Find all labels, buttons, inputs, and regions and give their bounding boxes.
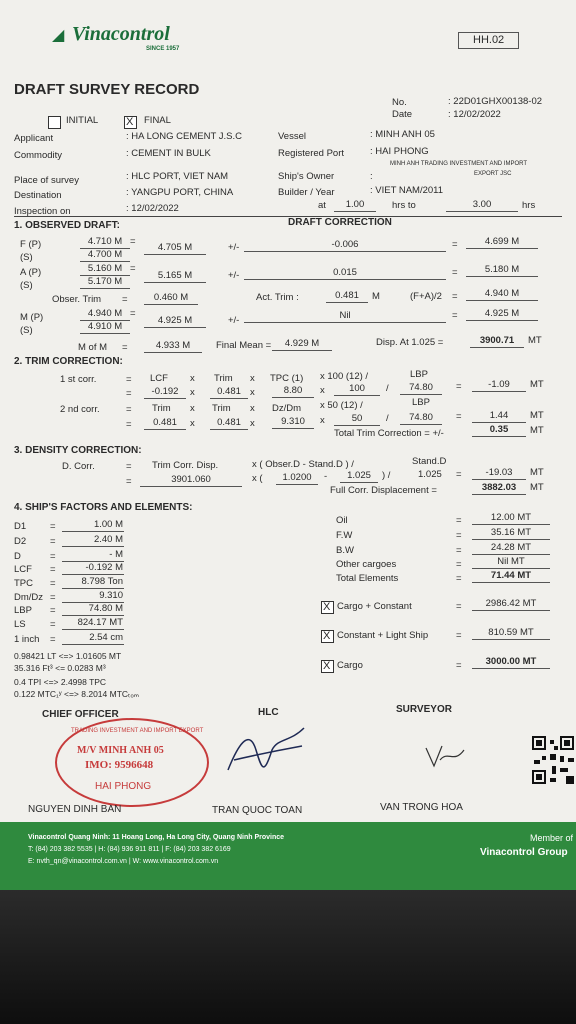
stamp-port: HAI PHONG xyxy=(95,781,152,792)
inspection-label: Inspection on xyxy=(14,206,71,217)
at-label: at xyxy=(318,200,326,211)
commodity-value: : CEMENT IN BULK xyxy=(126,148,211,159)
trim-value-3: 0.481 xyxy=(210,418,248,430)
destination-label: Destination xyxy=(14,190,62,201)
cargo-value: 3000.00 MT xyxy=(472,657,550,669)
full-corr-value: 3882.03 xyxy=(472,483,526,495)
qr-module xyxy=(536,740,542,746)
act-trim: 0.481 xyxy=(326,291,368,303)
conversion-1: 0.98421 LT <=> 1.01605 MT xyxy=(14,651,122,661)
trim-value-2: 0.481 xyxy=(144,418,186,430)
chief-officer-label: CHIEF OFFICER xyxy=(42,709,119,720)
ms-value: 4.910 M xyxy=(80,322,130,334)
qr-module xyxy=(568,758,574,762)
cargo-label: Cargo xyxy=(337,660,363,671)
commodity-label: Commodity xyxy=(14,150,63,161)
f-result: 4.699 M xyxy=(466,237,538,249)
qr-module xyxy=(554,746,558,750)
factor-key: D xyxy=(14,551,21,562)
bw-label: B.W xyxy=(336,545,354,556)
qr-module xyxy=(560,768,568,772)
logo-mark-icon: ◢ xyxy=(52,27,65,44)
no-label: No. xyxy=(392,97,407,108)
cargo-constant-value: 2986.42 MT xyxy=(472,599,550,611)
trim-heading: 2. TRIM CORRECTION: xyxy=(14,356,123,367)
date-label: Date xyxy=(392,109,413,120)
vessel-label: Vessel xyxy=(278,131,306,142)
builder-value: : VIET NAM/2011 xyxy=(370,185,444,196)
stamp-ship: M/V MINH ANH 05 xyxy=(77,745,164,756)
m-result: 4.925 M xyxy=(466,309,538,321)
conversion-3: 0.4 TPI <=> 2.4998 TPC xyxy=(14,677,107,687)
qr-module xyxy=(550,778,556,782)
footer-group: Vinacontrol Group xyxy=(480,847,568,858)
place-value: : HLC PORT, VIET NAM xyxy=(126,171,229,182)
std-density: 1.025 xyxy=(340,471,378,483)
oil-label: Oil xyxy=(336,515,348,526)
port-value: : HAI PHONG xyxy=(370,146,429,157)
footer-address: Vinacontrol Quang Ninh: 11 Hoang Long, Ha Long City, Quang Ninh Province xyxy=(28,834,285,841)
obs-trim: 0.460 M xyxy=(144,293,198,305)
observed-heading: 1. OBSERVED DRAFT: xyxy=(14,220,120,231)
final-mean-label: Final Mean = xyxy=(216,340,272,351)
survey-document: ◢ Vinacontrol SINCE 1957 HH.02 DRAFT SURVEY RECORD No. : 22D01GHX00138-02 Date : 12/02/2022 INITIAL X FINAL Applicant : HA LONG CEMENT J.S.C Vessel : MINH ANH 05 Commodity : CEMENT IN BULK Registered Port : HAI PHONG MINH ANH TRADING INVESTMENT AND IMPORT EXPORT JSC Place of survey : HLC PORT, VIET NAM Ship's Owner : Destination : YANGPU PORT, CHINA Builder / Year : VIET NAM/2011 Inspection on : 12/02/2022 at 1.00 hrs to 3.00 hrs 1. OBSERVED DRAFT: DRAFT CORRECTION F (P) (S) 4.710 M = 4.700 M 4.705 M +/- -0.006 = 4.699 M A (P) (S) 5.160 M = 5.170 M 5.165 M +/- 0.015 = 5.180 M Obser. Trim = 0.460 M Act. Trim : 0.481 M (F+A)/2 = 4.940 M M (P) (S) 4.940 M = 4.910 M 4.925 M +/- Nil = 4.925 M M of M = 4.933 M Final Mean = 4.929 M Disp. At 1.025 = 3900.71 MT 2. TRIM CORRECTION: 1 st corr. = LCF x Trim x TPC (1) x 100 (12) / LBP = -0.192 x 0.481 x 8.80 x 100 / 74.80 = -1.09 MT 2 nd corr. = Trim x Trim x Dz/Dm x 50 (12) / LBP = 0.481 x 0.481 x 9.310 x 50 / 74.80 = 1.44 MT Total Trim Correction = +/- 0.35 MT 3. DENSITY CORRECTION: D. Corr. = Trim Corr. Disp. x ( Obser.D - Stand.D ) / Stand.D = 3901.060 x ( 1.0200 - 1.025 ) / 1.025 = -19.03 MT Full Corr. Displacement = 3882.03 MT 4. SHIP'S FACTORS AND ELEMENTS: D1 = 1.00 M D2 = 2.40 M D = - M LCF = -0.192 M TPC = 8.798 Ton Dm/Dz = 9.310 LBP = 74.80 M LS = 824.17 MT 1 inch = 2.54 cm Oil = 12.00 MT F.W = 35.16 MT B.W = 24.28 MT Other cargoes = Nil MT Total Elements = 71.44 MT X Cargo + Constant = 2986.42 MT X Constant + Light Ship = 810.59 MT X Cargo = 3000.00 MT 0.98421 LT <=> 1.01605 MT 35.316 Ft³ <= 0.0283 M³ 0.4 TPI <=> 2.4998 TPC 0.122 MTC₁ʸ <=> 8.2014 MTCₜₒₘ CHIEF OFFICER HLC SURVEYOR TRADING INVESTMENT AND IMPORT EXPORT M/V MINH ANH 05 IMO: 9596648 HAI PHONG NGUYEN DINH BAN TRAN QUOC TOAN VAN TRONG HOA Vinacontrol Quang Ninh: 11 Hoang Long, Ha Long City, Quang Ninh Province T: (84) 203 382 5535 | H: (84) 936 911 811 | F: (84) 203 382 6169 E: nvth_qn@vinacontrol.com.vn | W: www.vinacontrol.com.vn Member of Vinacontrol Group xyxy=(0,0,576,890)
f-mean: 4.705 M xyxy=(144,243,206,255)
conversion-4: 0.122 MTC₁ʸ <=> 8.2014 MTCₜₒₘ xyxy=(14,689,140,699)
cargo-checkbox: X xyxy=(321,660,334,673)
a-mean: 5.165 M xyxy=(144,271,206,283)
initial-label: INITIAL xyxy=(66,115,99,126)
density-disp: 3901.060 xyxy=(140,475,242,487)
total-elements: 71.44 MT xyxy=(472,571,550,583)
tpc-value: 8.80 xyxy=(272,386,314,398)
final-label: FINAL xyxy=(144,115,171,126)
factor-value: 9.310 xyxy=(62,591,124,603)
footer-member: Member of xyxy=(530,833,574,843)
ap-value: 5.160 M xyxy=(80,264,130,276)
factor-key: Dm/Dz xyxy=(14,592,44,603)
factor-key: D2 xyxy=(14,536,27,547)
hrs-to-label: hrs to xyxy=(392,200,416,211)
no-value: : 22D01GHX00138-02 xyxy=(448,96,543,107)
fw-value: 35.16 MT xyxy=(472,528,550,540)
fs-label: (S) xyxy=(20,252,33,263)
owner-label: Ship's Owner xyxy=(278,171,335,182)
builder-label: Builder / Year xyxy=(278,187,335,198)
at-value: 1.00 xyxy=(334,200,376,212)
qr-module xyxy=(564,740,570,746)
trim-value: 0.481 xyxy=(210,387,248,399)
factor-key: LS xyxy=(14,619,26,630)
density-label: D. Corr. xyxy=(62,461,95,472)
first-corr-label: 1 st corr. xyxy=(60,374,97,385)
disp-label: Disp. At 1.025 = xyxy=(376,337,444,348)
factor-key: 1 inch xyxy=(14,634,40,645)
disp-value: 3900.71 xyxy=(470,336,524,348)
other-value: Nil MT xyxy=(472,557,550,569)
factor-value: 2.54 cm xyxy=(62,633,124,645)
second-corr-result: 1.44 xyxy=(472,411,526,423)
first-corr-result: -1.09 xyxy=(472,380,526,392)
fp-label: F (P) xyxy=(20,239,42,250)
hlc-label: HLC xyxy=(258,707,279,718)
m-mean: 4.925 M xyxy=(144,316,206,328)
qr-module xyxy=(560,756,564,762)
qr-module xyxy=(534,760,540,764)
density-result: -19.03 xyxy=(472,468,526,480)
f-correction: -0.006 xyxy=(244,240,446,252)
to-value: 3.00 xyxy=(446,200,518,212)
factor-key: LCF xyxy=(14,564,32,575)
factor-value: 74.80 M xyxy=(62,604,124,616)
qr-module xyxy=(566,776,574,784)
logo-since: SINCE 1957 xyxy=(146,46,180,52)
conversion-2: 35.316 Ft³ <= 0.0283 M³ xyxy=(14,663,106,673)
owner-value-1: MINH ANH TRADING INVESTMENT AND IMPORT xyxy=(390,161,528,167)
factor-value: 2.40 M xyxy=(62,535,124,547)
qr-module xyxy=(550,754,556,760)
fifty-value: 50 xyxy=(334,414,380,426)
ap-label: A (P) xyxy=(20,267,42,278)
stamp-imo: IMO: 9596648 xyxy=(85,759,154,771)
full-corr-label: Full Corr. Displacement = xyxy=(330,485,437,496)
as-label: (S) xyxy=(20,280,33,291)
density-formula: Trim Corr. Disp. xyxy=(152,460,219,471)
inspection-value: : 12/02/2022 xyxy=(126,203,179,214)
factor-key: TPC xyxy=(14,578,33,589)
lcf-value: -0.192 xyxy=(144,387,186,399)
constant-lightship-label: Constant + Light Ship xyxy=(337,630,429,641)
total-trim: 0.35 xyxy=(472,425,526,437)
final-check-mark: X xyxy=(126,116,134,128)
fw-label: F.W xyxy=(336,530,353,541)
a-result: 5.180 M xyxy=(466,265,538,277)
factor-value: -0.192 M xyxy=(62,563,124,575)
signatory-name-2: TRAN QUOC TOAN xyxy=(212,805,303,816)
factor-value: - M xyxy=(62,550,124,562)
bw-value: 24.28 MT xyxy=(472,543,550,555)
footer-contacts: E: nvth_qn@vinacontrol.com.vn | W: www.vinacontrol.com.vn xyxy=(28,858,219,865)
factor-key: LBP xyxy=(14,605,32,616)
fa2-value: 4.940 M xyxy=(466,289,538,301)
factors-heading: 4. SHIP'S FACTORS AND ELEMENTS: xyxy=(14,502,193,513)
a-correction: 0.015 xyxy=(244,268,446,280)
act-trim-label: Act. Trim : xyxy=(256,292,299,303)
qr-module xyxy=(550,740,554,744)
final-mean: 4.929 M xyxy=(272,339,332,351)
other-label: Other cargoes xyxy=(336,559,397,570)
background-shadow xyxy=(0,890,576,1024)
port-label: Registered Port xyxy=(278,148,345,159)
oil-value: 12.00 MT xyxy=(472,513,550,525)
constant-lightship-checkbox: X xyxy=(321,630,334,643)
cargo-constant-label: Cargo + Constant xyxy=(337,601,412,612)
draft-correction-heading: DRAFT CORRECTION xyxy=(288,217,392,228)
destination-value: : YANGPU PORT, CHINA xyxy=(126,187,234,198)
hlc-signature xyxy=(220,720,310,780)
total-elements-label: Total Elements xyxy=(336,573,399,584)
ms-label: (S) xyxy=(20,325,33,336)
footer xyxy=(0,822,576,890)
constant-lightship-value: 810.59 MT xyxy=(472,628,550,640)
fp-value: 4.710 M xyxy=(80,237,130,249)
surveyor-signature xyxy=(420,740,470,770)
obs-density: 1.0200 xyxy=(276,473,318,485)
factor-value: 824.17 MT xyxy=(62,618,124,630)
hundred-value: 100 xyxy=(334,384,380,396)
dzdm-value: 9.310 xyxy=(272,417,314,429)
factor-value: 1.00 M xyxy=(62,520,124,532)
second-corr-label: 2 nd corr. xyxy=(60,404,100,415)
lbp-value-2: 74.80 xyxy=(400,413,442,425)
qr-module xyxy=(552,766,556,774)
mofm-value: 4.933 M xyxy=(144,341,202,353)
stamp-top-text: TRADING INVESTMENT AND IMPORT EXPORT xyxy=(71,728,204,734)
total-trim-label: Total Trim Correction = +/- xyxy=(334,428,444,439)
logo-text: Vinacontrol xyxy=(72,23,170,45)
lbp-value: 74.80 xyxy=(400,383,442,395)
obs-trim-label: Obser. Trim xyxy=(52,294,102,305)
initial-checkbox xyxy=(48,116,61,129)
qr-code-icon xyxy=(532,736,574,784)
surveyor-label: SURVEYOR xyxy=(396,704,452,715)
applicant-value: : HA LONG CEMENT J.S.C xyxy=(126,131,242,142)
qr-module xyxy=(542,756,546,760)
fs-value: 4.700 M xyxy=(80,250,130,262)
signatory-name-1: NGUYEN DINH BAN xyxy=(28,804,122,815)
mp-label: M (P) xyxy=(20,312,44,323)
signatory-name-3: VAN TRONG HOA xyxy=(380,802,463,813)
footer-phones: T: (84) 203 382 5535 | H: (84) 936 911 811 | F: (84) 203 382 6169 xyxy=(28,846,231,853)
cargo-constant-checkbox: X xyxy=(321,601,334,614)
factor-key: D1 xyxy=(14,521,27,532)
as-value: 5.170 M xyxy=(80,277,130,289)
vessel-value: : MINH ANH 05 xyxy=(370,129,435,140)
ship-stamp xyxy=(55,718,209,807)
owner-value-2: EXPORT JSC xyxy=(474,171,512,177)
m-correction: Nil xyxy=(244,311,446,323)
qr-module xyxy=(536,774,542,780)
doc-code: HH.02 xyxy=(458,32,519,49)
factor-value: 8.798 Ton xyxy=(62,577,124,589)
page-title: DRAFT SURVEY RECORD xyxy=(14,81,200,98)
date-value: : 12/02/2022 xyxy=(448,109,501,120)
mp-value: 4.940 M xyxy=(80,309,130,321)
hrs-label: hrs xyxy=(522,200,536,211)
final-checkbox xyxy=(124,116,137,129)
applicant-label: Applicant xyxy=(14,133,54,144)
place-label: Place of survey xyxy=(14,175,79,186)
fa2-label: (F+A)/2 xyxy=(410,291,442,302)
mofm-label: M of M xyxy=(78,342,108,353)
density-heading: 3. DENSITY CORRECTION: xyxy=(14,445,142,456)
